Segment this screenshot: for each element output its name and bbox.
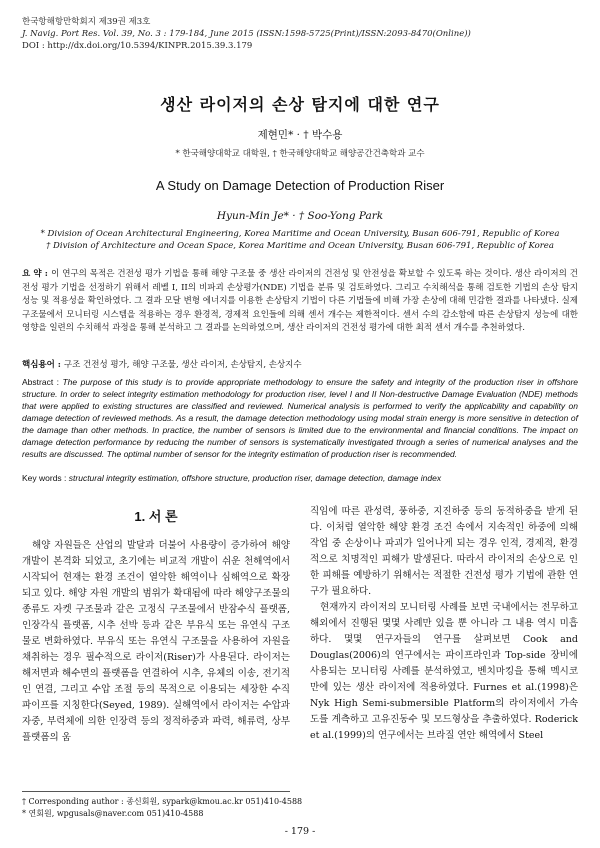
affiliation-line: * Division of Ocean Architectural Engineering, Korea Maritime and Ocean University, Busan 606-791, Republic of Korea: [40, 229, 560, 239]
body-column-right: [310, 504, 578, 744]
abstract-korean: [22, 268, 578, 336]
journal-citation-line: J. Navig. Port Res. Vol. 39, No. 3 : 179-184, June 2015 (ISSN:1598-5725(Print)/ISSN:2093-8470(Online)): [22, 29, 471, 39]
keywords-korean-label: 핵심용어 :: [22, 360, 64, 370]
body-paragraph: 현재까지 라이저의 모니터링 사례를 보면 국내에서는 전무하고 해외에서 진행된 몇몇 사례만 있을 뿐 아니라 그 내용 역시 미흡하다. 몇몇 연구자들의 연구를 살펴보면 Cook and Douglas(2006)의 연구에서는 파이프라인과 Top-side 장비에 사용되는 모니터링 사례를 분석하였고, 벤치마킹을 통해 멕시코만에 있는 생산 라이저에 적용하였다. Furnes et al.(1998)은 Nyk High Semi-submersible Platform의 라이저에서 가속도를 계측하고 고유진동수 및 모드형상을 추출하였다. Roderick et al.(1999)의 연구에서는 브라질 연안 해역에서 Steel: [310, 602, 578, 741]
affiliation-line: † Division of Architecture and Ocean Space, Korea Maritime and Ocean University, Busan 606-791, Republic of Korea: [46, 241, 554, 251]
keywords-korean: [22, 358, 578, 370]
doi-line: DOI : http://dx.doi.org/10.5394/KINPR.2015.39.3.179: [22, 41, 253, 51]
affiliations-english: [0, 228, 600, 252]
abstract-korean-text: 이 연구의 목적은 건전성 평가 기법을 통해 해양 구조물 중 생산 라이저의 건전성 및 안전성을 확보할 수 있도록 하는 것이다. 생산 라이저의 건전성 평가 기법을 선정하기 위해서 레벨 I, II의 비파괴 손상평가(NDE) 기법을 분류 및 검토하였다. 그리고 수치해석을 통해 검토한 기법의 손상 탐지 성능 및 적용성을 확인하였다. 그 결과 모달 변형 에너지를 이용한 손상탐지 기법이 다른 기법들에 비해 가장 손상에 대해 민감한 결과를 나타냈다. 실제 구조물에서 모니터링 시스템을 적용하는 경우 환경적, 경제적 요인들에 의해 센서 개수는 제한적이다. 센서 수의 감소함에 따른 손상탐지 성능에 대한 영향을 일련의 수치해석 과정을 통해 분석하고 그 결과를 논의하였으며, 생산 라이저의 건전성 평가에 대한 최적 센서 개수를 추천하였다.: [22, 269, 578, 333]
abstract-english: [22, 376, 578, 460]
authors-korean: 제현민* · † 박수용: [257, 129, 343, 141]
footnote-corresponding-author: † Corresponding author : 종신회원, sypark@kmou.ac.kr 051)410-4588: [22, 797, 303, 806]
abstract-english-label: Abstract :: [22, 377, 63, 387]
keywords-english-label: Key words :: [22, 473, 69, 483]
section-heading: 1. 서 론: [134, 509, 178, 524]
affiliations-korean: * 한국해양대학교 대학원, † 한국해양대학교 해양공간건축학과 교수: [175, 149, 425, 159]
paper-title-korean: 생산 라이저의 손상 탐지에 대한 연구: [160, 95, 440, 114]
keywords-english-text: structural integrity estimation, offshore structure, production riser, damage detection, damage index: [68, 473, 442, 483]
paper-title-english: A Study on Damage Detection of Production Riser: [155, 178, 445, 193]
footnote-divider: [22, 791, 290, 792]
abstract-korean-label: 요 약 :: [22, 269, 52, 279]
body-paragraph: 직임에 따른 관성력, 풍하중, 지진하중 등의 동적하중을 받게 된다. 이처럼 열악한 해양 환경 조건 속에서 지속적인 하중에 의해 작업 중 손상이나 파괴가 일어나게 되는 경우 인적, 경제적, 환경적으로 치명적인 피해가 발생된다. 따라서 라이저의 손상으로 인한 피해를 예방하기 위해서는 적절한 건전성 평가 기법에 관한 연구가 필요하다.: [310, 506, 578, 597]
body-column-left: 해양 자원들은 산업의 발달과 더불어 사용량이 증가하여 해양 개발이 본격화 되었고, 초기에는 비교적 개발이 쉬운 천해역에서 시작되어 현재는 환경 조건이 열악한 해역이나 심해역으로 확장되고 있다. 해양 자원 개발의 범위가 확대됨에 따라 해양구조물의 종류도 자켓 구조물과 같은 고정식 구조물에서 반잠수식 플랫폼, 인장각식 플랫폼, 시추 선박 등과 같은 부유식 또는 유연식 구조물로 변화하였다. 부유식 또는 유연식 구조물을 사용하여 자원을 채취하는 경우 필수적으로 라이저(Riser)가 사용된다. 라이저는 해저면과 해수면의 플랫폼을 연결하여 시추, 유체의 이송, 전기적인 연결, 그리고 수압 조절 등의 목적으로 이용되는 세장한 수직 파이프를 지칭한다(Seyed, 1989). 실해역에서 라이저는 수압과 자중, 부력체에 의한 인장력 등의 정적하중과 파력, 해류력, 상부 플랫폼의 움: [22, 540, 290, 743]
keywords-english: [22, 473, 578, 483]
keywords-korean-text: 구조 건전성 평가, 해양 구조물, 생산 라이저, 손상탐지, 손상지수: [63, 360, 302, 370]
footnote-author: * 연회원, wpgusals@naver.com 051)410-4588: [22, 809, 204, 818]
authors-english: Hyun-Min Je* · † Soo-Yong Park: [216, 210, 384, 222]
abstract-english-text: The purpose of this study is to provide appropriate methodology to ensure the safety and integrity of the production riser in offshore structure. In order to select integrity estimation methodology for production riser, level I and II Non-destructive Damage Evaluation (NDE) methods that were applied to existing structures are classified and reviewed. Numerical analysis is performed to verify the applicability and capability on damage detection of reviewed methods. As a result, the damage detection methodology using modal strain energy is more sensitive in detection of the damage than other methods. In practice, the number of sensors is limited due to the environmental and financial conditions. The impact on damage detection performance by reducing the number of sensors is systematically investigated through a series of numerical analyses and the results are discussed. The optimal number of sensor for the integrity estimation of production riser is recommended.: [22, 377, 579, 459]
footnotes: [22, 796, 302, 820]
page-number: - 179 -: [284, 826, 316, 837]
journal-header-line: 한국항해항만학회지 제39권 제3호: [22, 17, 151, 27]
journal-header: [22, 16, 471, 52]
